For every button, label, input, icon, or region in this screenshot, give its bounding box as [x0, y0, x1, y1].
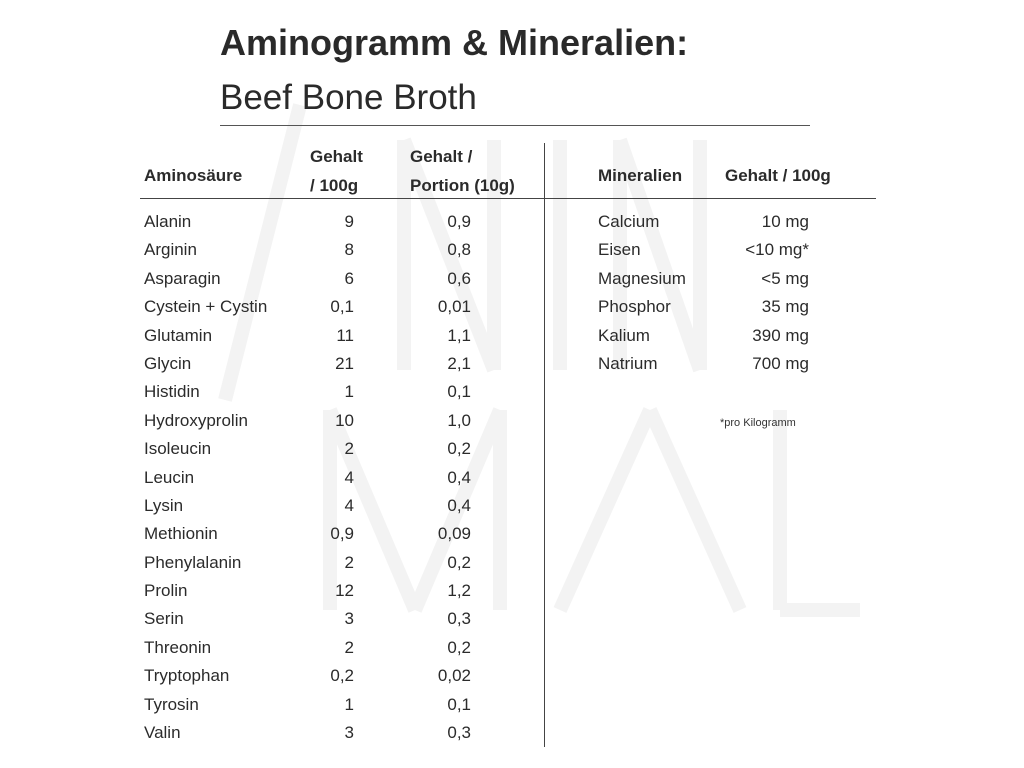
amino-per100: 2	[344, 637, 354, 657]
table-row	[144, 492, 524, 520]
table-row	[144, 520, 524, 548]
amino-header-name: Aminosäure	[144, 166, 243, 185]
table-row	[144, 293, 524, 321]
amino-name: Threonin	[144, 637, 212, 657]
amino-portion: 0,2	[447, 637, 471, 657]
mineral-value: 10 mg	[761, 212, 809, 231]
table-row	[144, 407, 524, 435]
page-title: Aminogramm & Mineralien:	[220, 22, 689, 63]
page-subtitle: Beef Bone Broth	[220, 78, 477, 117]
column-divider	[544, 143, 545, 747]
amino-per100: 4	[344, 495, 354, 515]
mineral-name: Calcium	[598, 212, 660, 231]
table-row	[598, 265, 818, 293]
amino-name: Arginin	[144, 240, 197, 260]
amino-per100: 0,1	[330, 297, 354, 317]
mineral-name: Kalium	[598, 325, 650, 345]
amino-portion: 1,1	[447, 325, 471, 345]
amino-name: Isoleucin	[144, 439, 212, 459]
table-row	[598, 322, 818, 350]
table-row	[598, 350, 818, 378]
amino-header-portion	[410, 142, 515, 200]
amino-per100: 2	[344, 552, 354, 572]
amino-header-per100-line1: Gehalt	[310, 147, 363, 166]
amino-name: Serin	[144, 609, 184, 629]
amino-portion: 0,8	[447, 240, 471, 260]
table-row	[144, 691, 524, 719]
mineral-value: <5 mg	[761, 268, 809, 288]
amino-per100: 3	[344, 723, 354, 743]
table-row	[598, 208, 818, 236]
amino-name: Asparagin	[144, 268, 221, 288]
table-row	[598, 293, 818, 321]
table-row	[144, 378, 524, 406]
mineral-name: Magnesium	[598, 268, 686, 288]
amino-per100: 11	[336, 325, 354, 345]
amino-per100: 2	[344, 439, 354, 459]
mineral-name: Eisen	[598, 240, 641, 260]
amino-name: Prolin	[144, 581, 188, 601]
amino-portion: 0,09	[437, 524, 471, 544]
amino-header-per100-line2: / 100g	[310, 176, 359, 195]
amino-name: Hydroxyprolin	[144, 410, 248, 430]
table-row	[144, 719, 524, 747]
header-divider	[140, 198, 876, 199]
amino-portion: 0,4	[447, 467, 471, 487]
amino-table	[144, 208, 524, 747]
amino-portion: 0,3	[447, 609, 471, 629]
amino-name: Histidin	[144, 382, 200, 402]
amino-per100: 1	[344, 382, 354, 402]
amino-name: Leucin	[144, 467, 195, 487]
amino-per100: 6	[344, 268, 354, 288]
amino-per100: 3	[344, 609, 354, 629]
mineral-value: 700 mg	[752, 353, 809, 373]
amino-per100: 1	[344, 694, 354, 714]
table-row	[144, 605, 524, 633]
amino-per100: 4	[344, 467, 354, 487]
amino-header-portion-line1: Gehalt /	[410, 147, 473, 166]
table-row	[144, 577, 524, 605]
table-row	[144, 549, 524, 577]
table-row	[144, 662, 524, 690]
table-row	[144, 265, 524, 293]
amino-name: Lysin	[144, 495, 184, 515]
table-row	[144, 634, 524, 662]
amino-portion: 0,2	[447, 552, 471, 572]
table-row	[144, 464, 524, 492]
amino-portion: 0,6	[447, 268, 471, 288]
amino-per100: 9	[344, 212, 354, 231]
mineral-table	[598, 208, 818, 378]
mineral-header-value: Gehalt / 100g	[725, 166, 831, 185]
amino-per100: 0,9	[330, 524, 354, 544]
amino-per100: 10	[335, 410, 354, 430]
amino-portion: 1,2	[447, 581, 471, 601]
amino-portion: 1,0	[447, 410, 471, 430]
amino-portion: 0,01	[437, 297, 471, 317]
amino-name: Cystein + Cystin	[144, 297, 268, 317]
amino-portion: 0,2	[447, 439, 471, 459]
amino-per100: 8	[344, 240, 354, 260]
amino-name: Tyrosin	[144, 694, 199, 714]
table-row	[144, 350, 524, 378]
mineral-value: <10 mg*	[745, 240, 809, 260]
amino-portion: 0,4	[447, 495, 471, 515]
amino-name: Tryptophan	[144, 666, 230, 686]
amino-portion: 0,1	[447, 694, 471, 714]
mineral-footnote: *pro Kilogramm	[720, 417, 796, 429]
table-row	[598, 236, 818, 264]
amino-portion: 0,02	[437, 666, 471, 686]
table-row	[144, 322, 524, 350]
mineral-name: Phosphor	[598, 297, 671, 317]
amino-name: Valin	[144, 723, 181, 743]
table-row	[144, 236, 524, 264]
amino-header-portion-line2: Portion (10g)	[410, 176, 515, 195]
mineral-name: Natrium	[598, 353, 658, 373]
amino-name: Alanin	[144, 212, 192, 231]
table-row	[144, 435, 524, 463]
amino-per100: 0,2	[330, 666, 354, 686]
table-row	[144, 208, 524, 236]
amino-portion: 2,1	[447, 353, 471, 373]
mineral-value: 35 mg	[761, 297, 809, 317]
amino-name: Phenylalanin	[144, 552, 242, 572]
amino-portion: 0,3	[447, 723, 471, 743]
amino-per100: 21	[335, 353, 354, 373]
mineral-header-name: Mineralien	[598, 166, 683, 185]
mineral-value: 390 mg	[752, 325, 809, 345]
amino-portion: 0,9	[447, 212, 471, 231]
title-divider	[220, 125, 810, 126]
amino-per100: 12	[335, 581, 354, 601]
amino-name: Methionin	[144, 524, 218, 544]
amino-name: Glutamin	[144, 325, 213, 345]
amino-header-per100	[310, 142, 363, 200]
amino-portion: 0,1	[447, 382, 471, 402]
amino-name: Glycin	[144, 353, 192, 373]
